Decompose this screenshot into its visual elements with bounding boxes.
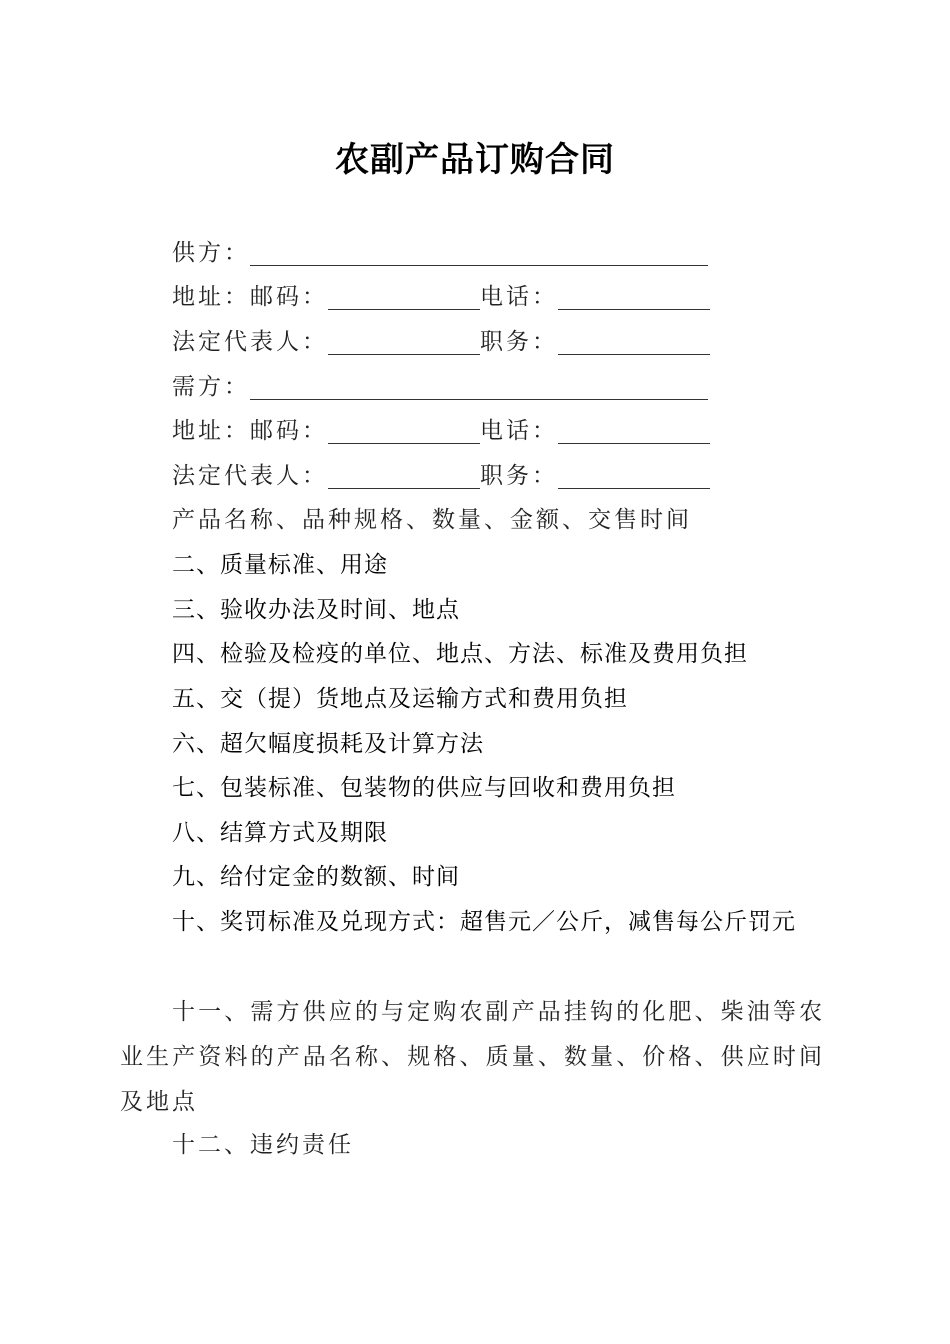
- clause-1: 产品名称、品种规格、数量、金额、交售时间: [172, 507, 692, 533]
- buyer-position-label: 职务：: [480, 463, 558, 489]
- supplier-address-line: [172, 282, 710, 312]
- buyer-address-line: [172, 416, 710, 446]
- supplier-rep-blank: [328, 330, 480, 355]
- buyer-phone-blank: [558, 419, 710, 444]
- document-title: 农副产品订购合同: [335, 140, 615, 180]
- clause-5: 五、交（提）货地点及运输方式和费用负担: [172, 686, 628, 712]
- buyer-address-label: 地址：: [172, 418, 250, 444]
- supplier-postcode-label: 邮码：: [250, 284, 328, 310]
- buyer-label: 需方：: [172, 374, 250, 400]
- supplier-position-blank: [558, 330, 710, 355]
- clause-4: 四、检验及检疫的单位、地点、方法、标准及费用负担: [172, 641, 748, 667]
- supplier-address-label: 地址：: [172, 284, 250, 310]
- clause-8: 八、结算方式及期限: [172, 820, 388, 846]
- buyer-line: [172, 372, 708, 402]
- buyer-rep-blank: [328, 464, 480, 489]
- supplier-phone-label: 电话：: [480, 284, 558, 310]
- supplier-rep-line: [172, 327, 710, 357]
- clause-3: 三、验收办法及时间、地点: [172, 597, 460, 623]
- buyer-postcode-blank: [328, 419, 480, 444]
- supplier-rep-label: 法定代表人：: [172, 329, 328, 355]
- supplier-position-label: 职务：: [480, 329, 558, 355]
- clause-6: 六、超欠幅度损耗及计算方法: [172, 731, 484, 757]
- buyer-postcode-label: 邮码：: [250, 418, 328, 444]
- buyer-rep-label: 法定代表人：: [172, 463, 328, 489]
- supplier-blank: [250, 241, 708, 266]
- buyer-position-blank: [558, 464, 710, 489]
- buyer-blank: [250, 375, 708, 400]
- supplier-postcode-blank: [328, 285, 480, 310]
- clause-7: 七、包装标准、包装物的供应与回收和费用负担: [172, 775, 676, 801]
- supplier-line: [172, 238, 708, 268]
- clause-2: 二、质量标准、用途: [172, 552, 388, 578]
- buyer-phone-label: 电话：: [480, 418, 558, 444]
- clause-9: 九、给付定金的数额、时间: [172, 864, 460, 890]
- clause-11: 十一、需方供应的与定购农副产品挂钩的化肥、柴油等农业生产资料的产品名称、规格、质量、数量、价格、供应时间及地点: [120, 999, 825, 1115]
- supplier-phone-blank: [558, 285, 710, 310]
- clause-12: 十二、违约责任: [172, 1132, 354, 1158]
- buyer-rep-line: [172, 461, 710, 491]
- supplier-label: 供方：: [172, 240, 250, 266]
- clause-10: 十、奖罚标准及兑现方式：超售元／公斤，减售每公斤罚元: [172, 909, 796, 935]
